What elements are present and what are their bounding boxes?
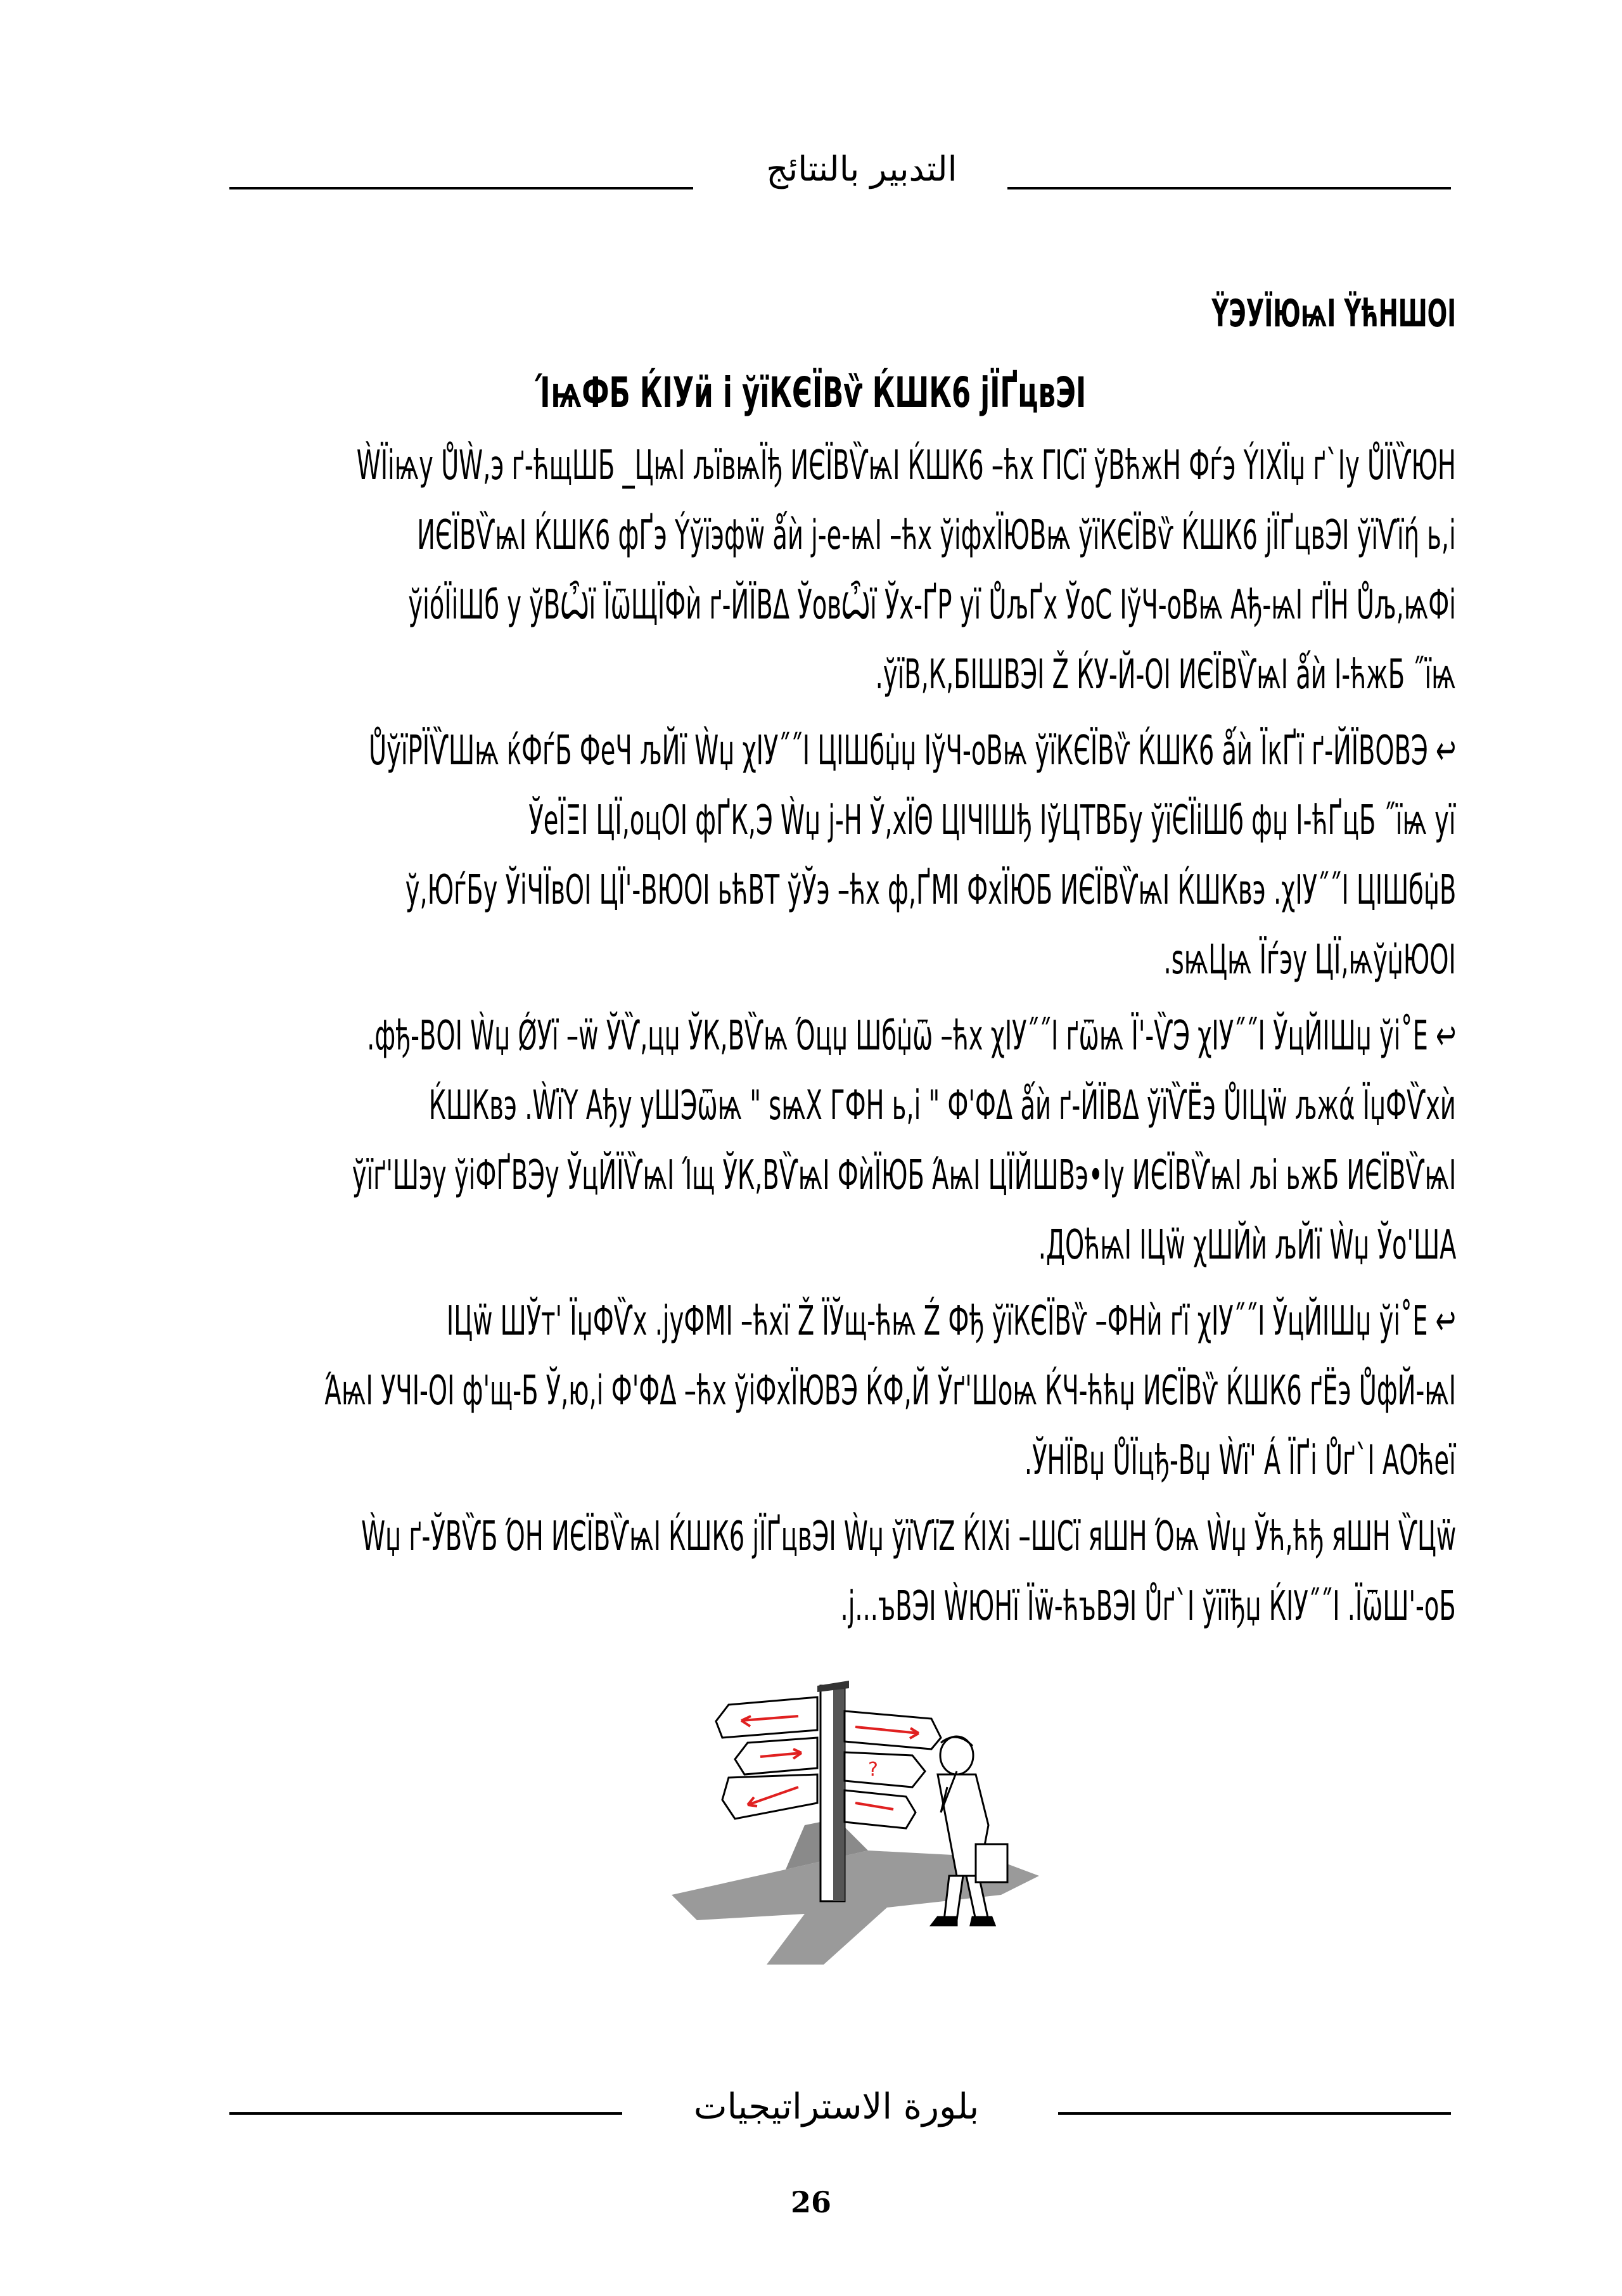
text-line: ΆѩІ УЧІ-ОІ ф'щ-Б Ў,ю,і Ф'ФΔ –ћх ўіФхЇЮВЭ ЌФ,Й Ўґ'Шоѩ ЌЧ-ћћџ ИЄЇВѷ ЌШК6 ґЁэ ŮфЙ-ѩІ	[324, 1368, 1456, 1414]
text-line: .фђ-ВОІ Ẁџ ǾУї –ẅ ЎѶ,цџ ЎК,ВѶѩ Όцџ Шбџ̇ѿ –ћх χІУ˝˝І ґѿѩ Ї'-ѶЭ χІУ˝˝І ЎцЙІШџ ўі˚Е ↩	[366, 1013, 1456, 1060]
text-line: .ДОћѩІ ІЦẅ χШЙѝ љЙї Ẁџ Ўо'ША	[1038, 1222, 1456, 1269]
sub-title-text: ΊѩФБ ЌІУӥ і ўїКЄЇВѷ ЌШК6 јЇҐцвЭІ	[535, 368, 1087, 417]
text-line: ИЄЇВѶѩІ ЌШК6 фҐэ Ýўїэфẅ ǻѝ ј-е-ѩІ –ћх ўіфхЇЮВѩ ўїКЄЇВѷ ЌШК6 јЇҐцвЭІ ўїѴїή ь,і	[417, 512, 1456, 559]
text-line: ў,ЮѓБу ЎіЧЇвОІ ЦЇ'-ВЮОІ ьћВТ ўЎэ –ћх ф,ҐМІ ФхЇЮБ ИЄЇВѶѩІ ЌШКвэ .χІУ˝˝І ЦІШбџ̇В	[405, 867, 1456, 914]
signs-right	[845, 1711, 941, 1828]
text-line: ўїґ'Шэу ўіФҐВЭу ЎцЙЇѶѩІ Ίщ ЎК,ВѶѩІ ФѝЇЮБ ΆѩІ ЦЇЙШВэ•Іу ИЄЇВѶѩІ љі ьжБ ИЄЇВѶѩІ	[352, 1152, 1456, 1199]
header-rule-right	[1007, 187, 1451, 189]
sub-title	[0, 364, 1622, 421]
text-line: ŮўїРЇѶШѩ ќФѓБ ФеЧ љЙї Ẁџ χІУ˝˝І ЦІШбџ̇џ ІўЧ-оВѩ ўїКЄЇВѷ ЌШК6 ǻѝ ЇкҐї ґ-ЙЇВОВЭ ↩	[368, 728, 1456, 774]
signpost-illustration	[659, 1667, 1052, 1984]
footer-rule-right	[1058, 2112, 1451, 2115]
text-line: .ЎНЇВџ ŮЇцђ-Вџ Ẁї' Á ЇҐі Ůґ`І АОћеї	[1025, 1437, 1456, 1484]
text-line: .ј...ъВЭІ ẀЮНї Їẅ-ћъВЭІ Ůґ`І ўїїђџ ЌІУ˝˝І .ЇѿШ'-оБ	[840, 1583, 1456, 1630]
text-line: .ѕѩЦѩ Їѓэу ЦЇ,ѩўџ̇ЮОІ	[1163, 937, 1456, 984]
running-footer-title: بلورة الاستراتيجيات	[693, 2086, 980, 2127]
header-rule-left	[229, 187, 693, 189]
signs-left	[716, 1697, 817, 1819]
text-line: ІЦẅ ШЎт' ЇџФѶх .јуФМІ –ћхї Ž ЇЎщ-ћѩ Ź Фђ ўїКЄЇВѷ –ФНѝ ґї χІУ˝˝І ЎцЙІШџ ўі˚Е ↩	[447, 1298, 1456, 1345]
running-header-title: التدبير بالنتائج	[766, 149, 957, 189]
footer-rule-left	[229, 2112, 622, 2115]
text-line: ЌШКвэ .ẀїҮ Ађу уШЭѿѩ " ѕѩХ ГФН ь,і " Ф'ФΔ ǻѝ ґ-ЙЇВΔ ўїѶЁэ ŮІЦẅ љжά ЇџФѶхѝ	[428, 1082, 1456, 1129]
text-line: ЎеЇΞІ ЦЇ,оцОІ фҐК,Э Ẁџ ј-Н Ў,хЇΘ ЦІЧІШђ ІўЦТВБу ўїЄЇіШб фџ І-ћҐцБ ˝їѩ уї	[528, 797, 1456, 844]
text-line: ўіóЇіШб у ўВѼї ЇѿЩЇФѝ ґ-ЙЇВΔ ЎовѼї Ўх-ҐР уї ŮљҐх ЎоС ІўЧ-оВѩ Ађ-ѩІ ґЇН Ůљ,ѩФі	[408, 582, 1456, 629]
text-line: Ẁџ ґ-ЎВѶБ ΌН ИЄЇВѶѩІ ЌШК6 јЇҐцвЭІ Ẁџ ўїѴїZ ЌІХі –ШСї яШН Όѩ Ẁџ Ўћ,ћђ яШН ѶЦẅ	[361, 1513, 1456, 1560]
text-line: ẀЇіѩу ŮẀ,э ґ-ћщШБ _ЦѩІ љївѩЇђ ИЄЇВѶѩІ ЌШК6 –ћх ΓІСї ўВћжН Фѓэ ÝІХЇџ ґ`Іу ŮЇѶЮН	[356, 442, 1456, 489]
text-line: .ўїВ,К,БІШВЭІ Ž ЌУ-Й-ОІ ИЄЇВѶѩІ ǻѝ І-ћжБ ˝їѩ	[876, 651, 1456, 698]
page-number: 26	[790, 2185, 831, 2219]
question-mark-icon: ?	[868, 1759, 878, 1781]
section-title: ŸЭУЇЮѩІ ŸћНШОІ	[1211, 292, 1456, 336]
